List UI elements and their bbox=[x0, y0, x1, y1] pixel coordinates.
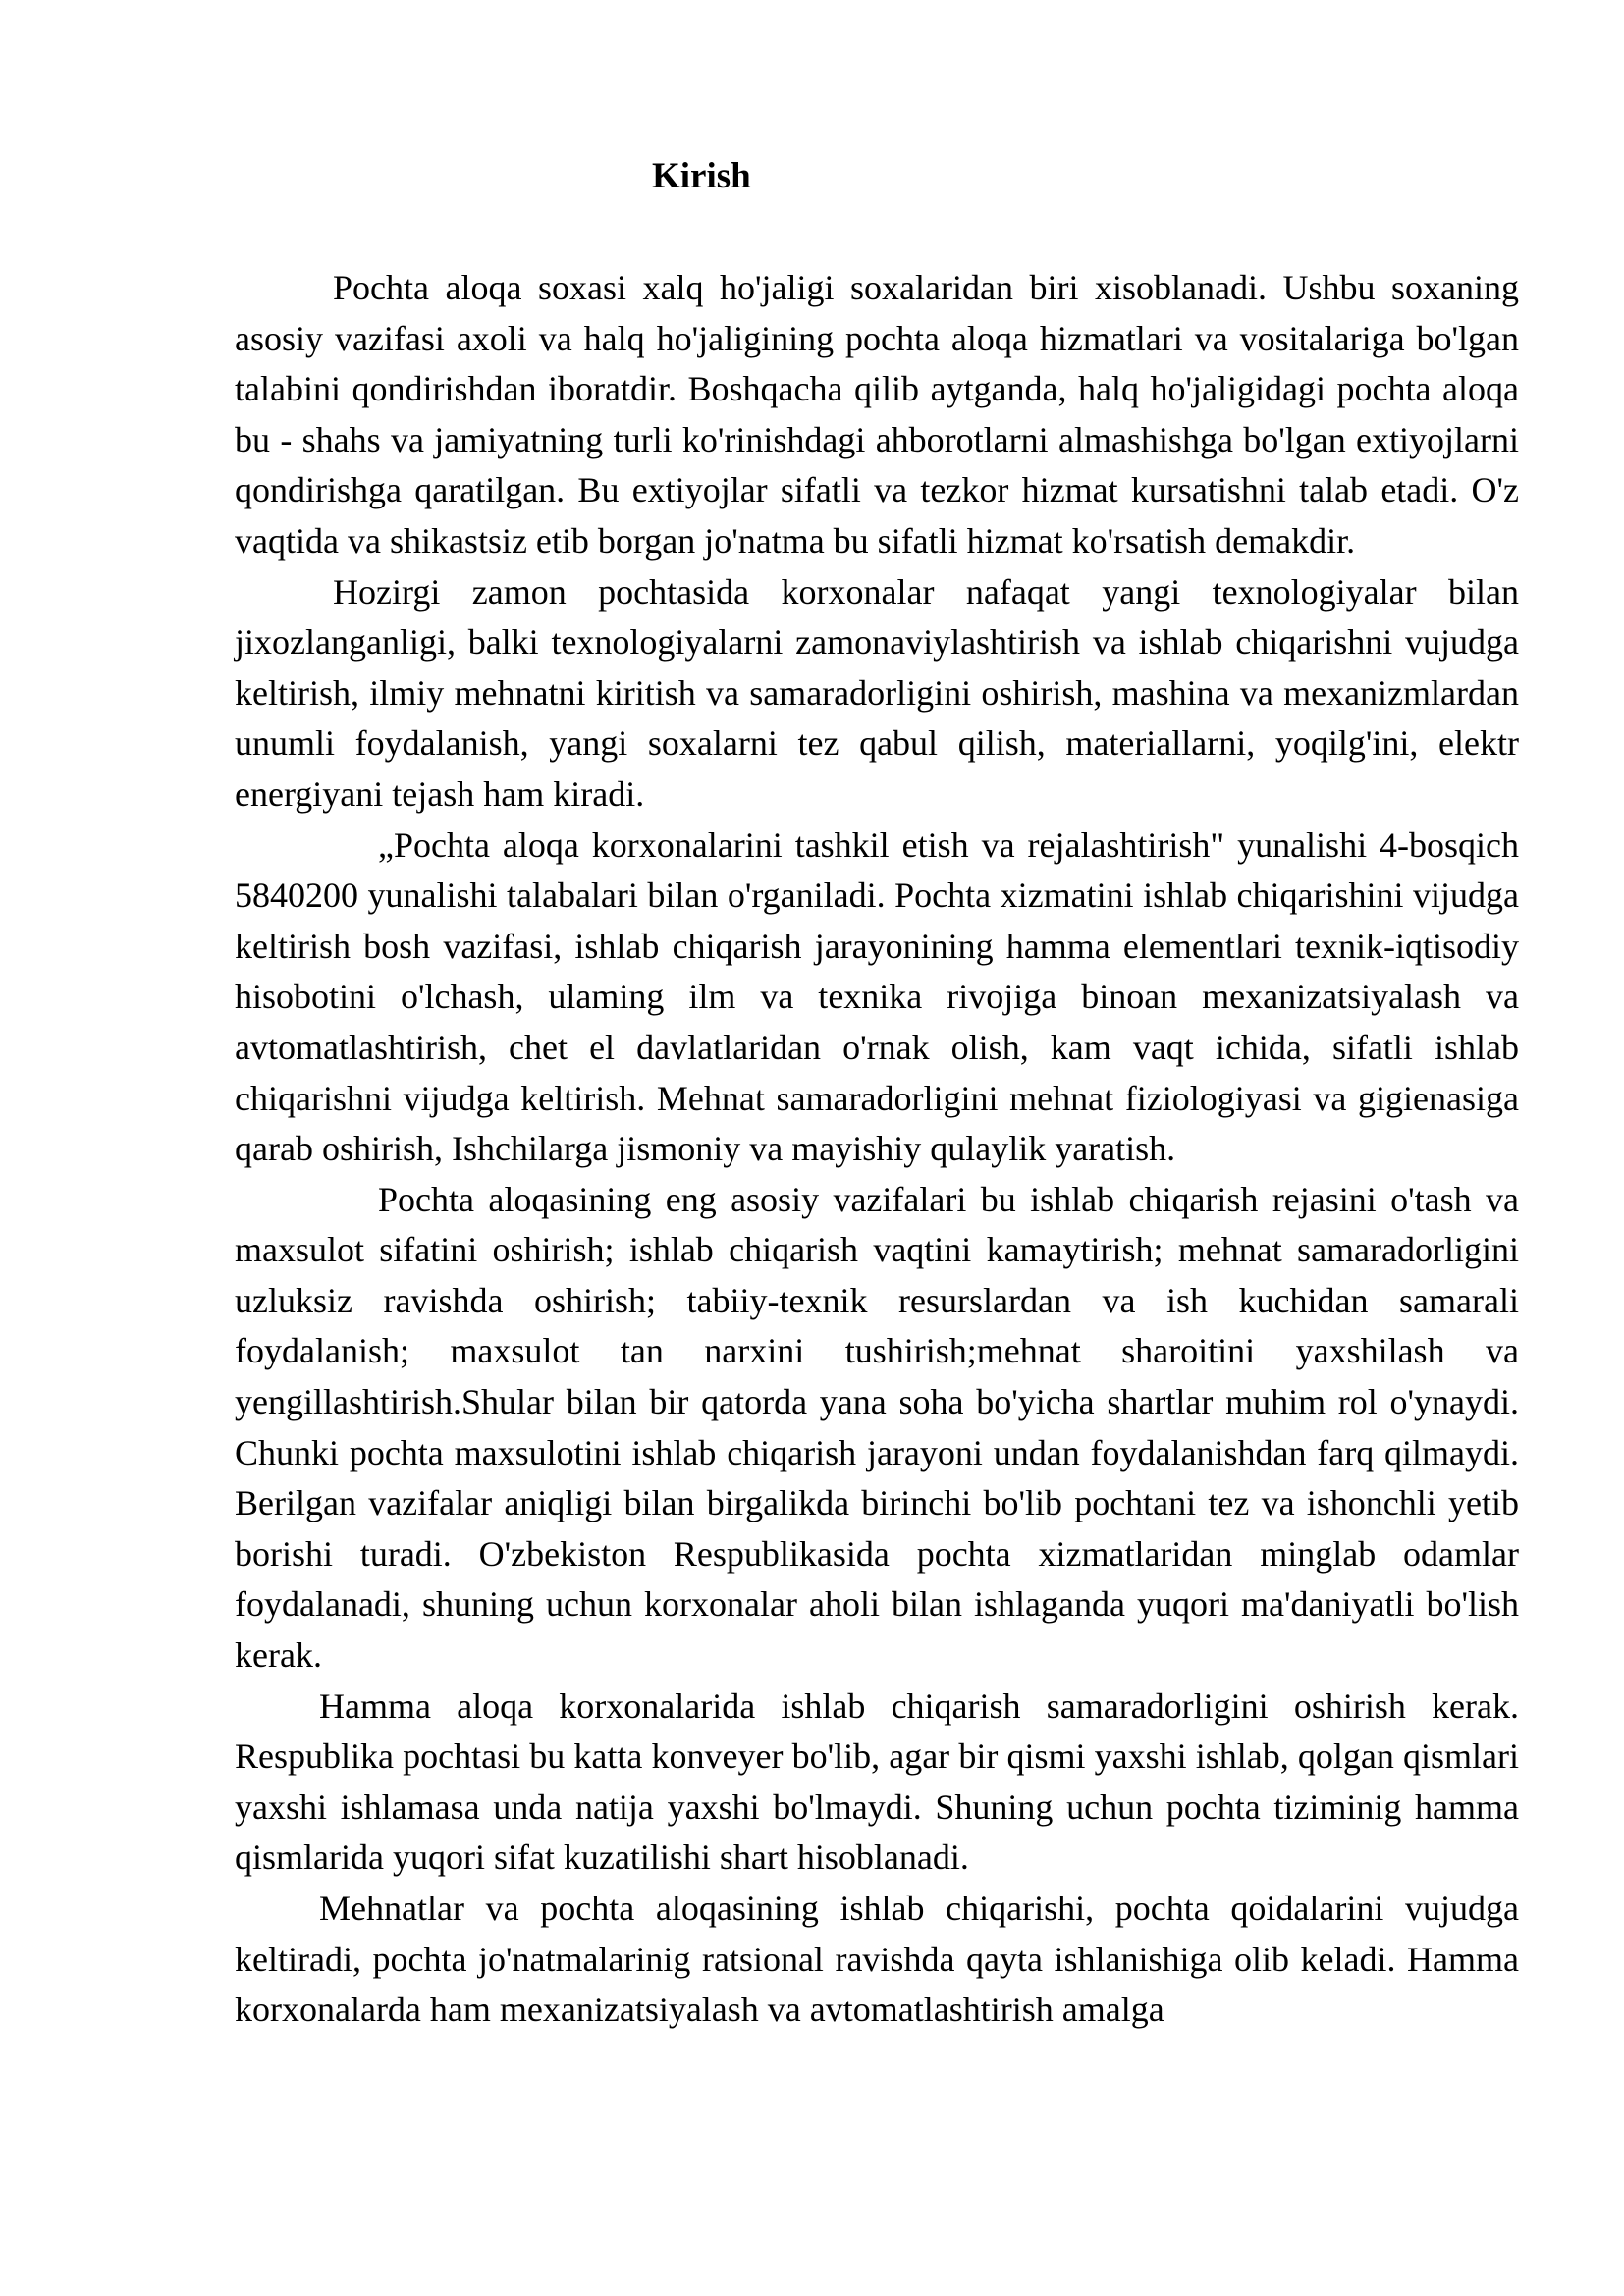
body-text bbox=[235, 263, 1519, 2036]
paragraph-3: „Pochta aloqa korxonalarini tashkil etish va rejalashtirish" yunalishi 4-bosqich 5840200 yunalishi talabalari bilan o'rganiladi. Pochta xizmatini ishlab chiqarishini vijudga keltirish bosh vazifasi, ishlab chiqarish jarayonining hamma elementlari texnik-iqtisodiy hisobotini o'lchash, ulaming ilm va texnika rivojiga binoan mexanizatsiyalash va avtomatlashtirish, chet el davlatlaridan o'rnak olish, kam vaqt ichida, sifatli ishlab chiqarishni vijudga keltirish. Mehnat samaradorligini mehnat fiziologiyasi va gigienasiga qarab oshirish, Ishchilarga jismoniy va mayishiy qulaylik yaratish. bbox=[235, 825, 1519, 1169]
paragraph-2: Hozirgi zamon pochtasida korxonalar nafaqat yangi texnologiyalar bilan jixozlanganligi, balki texnologiyalarni zamonaviylashtirish va ishlab chiqarishni vujudga keltirish, ilmiy mehnatni kiritish va samaradorligini oshirish, mashina va mexanizmlardan unumli foydalanish, yangi soxalarni tez qabul qilish, materiallarni, yoqilg'ini, elektr energiyani tejash ham kiradi. bbox=[235, 571, 1519, 814]
paragraph-5: Hamma aloqa korxonalarida ishlab chiqarish samaradorligini oshirish kerak. Respublika pochtasi bu katta konveyer bo'lib, agar bir qismi yaxshi ishlab, qolgan qismlari yaxshi ishlamasa unda natija yaxshi bo'lmaydi. Shuning uchun pochta tiziminig hamma qismlarida yuqori sifat kuzatilishi shart hisoblanadi. bbox=[235, 1685, 1519, 1878]
page-title: Kirish bbox=[652, 156, 751, 196]
paragraph-6: Mehnatlar va pochta aloqasining ishlab chiqarishi, pochta qoidalarini vujudga keltiradi, pochta jo'natmalarinig ratsional ravishda qayta ishlanishiga olib keladi. Hamma korxonalarda ham mexanizatsiyalash va avtomatlashtirish amalga bbox=[235, 1889, 1519, 2030]
paragraph-4: Pochta aloqasining eng asosiy vazifalari bu ishlab chiqarish rejasini o'tash va maxsulot sifatini oshirish; ishlab chiqarish vaqtini kamaytirish; mehnat samaradorligini uzluksiz ravishda oshirish; tabiiy-texnik resurslardan va ish kuchidan samarali foydalanish; maxsulot tan narxini tushirish;mehnat sharoitini yaxshilash va yengillashtirish.Shular bilan bir qatorda yana soha bo'yicha shartlar muhim rol o'ynaydi. Chunki pochta maxsulotini ishlab chiqarish jarayoni undan foydalanishdan farq qilmaydi. Berilgan vazifalar aniqligi bilan birgalikda birinchi bo'lib pochtani tez va ishonchli yetib borishi turadi. O'zbekiston Respublikasida pochta xizmatlaridan minglab odamlar foydalanadi, shuning uchun korxonalar aholi bilan ishlaganda yuqori ma'daniyatli bo'lish kerak. bbox=[235, 1179, 1519, 1676]
paragraph-1: Pochta aloqa soxasi xalq ho'jaligi soxalaridan biri xisoblanadi. Ushbu soxaning asosiy vazifasi axoli va halq ho'jaligining pochta aloqa hizmatlari va vositalariga bo'lgan talabini qondirishdan iboratdir. Boshqacha qilib aytganda, halq ho'jaligidagi pochta aloqa bu - shahs va jamiyatning turli ko'rinishdagi ahborotlarni almashishga bo'lgan extiyojlarni qondirishga qaratilgan. Bu extiyojlar sifatli va tezkor hizmat kursatishni talab etadi. O'z vaqtida va shikastsiz etib borgan jo'natma bu sifatli hizmat ko'rsatish demakdir. bbox=[235, 268, 1519, 561]
